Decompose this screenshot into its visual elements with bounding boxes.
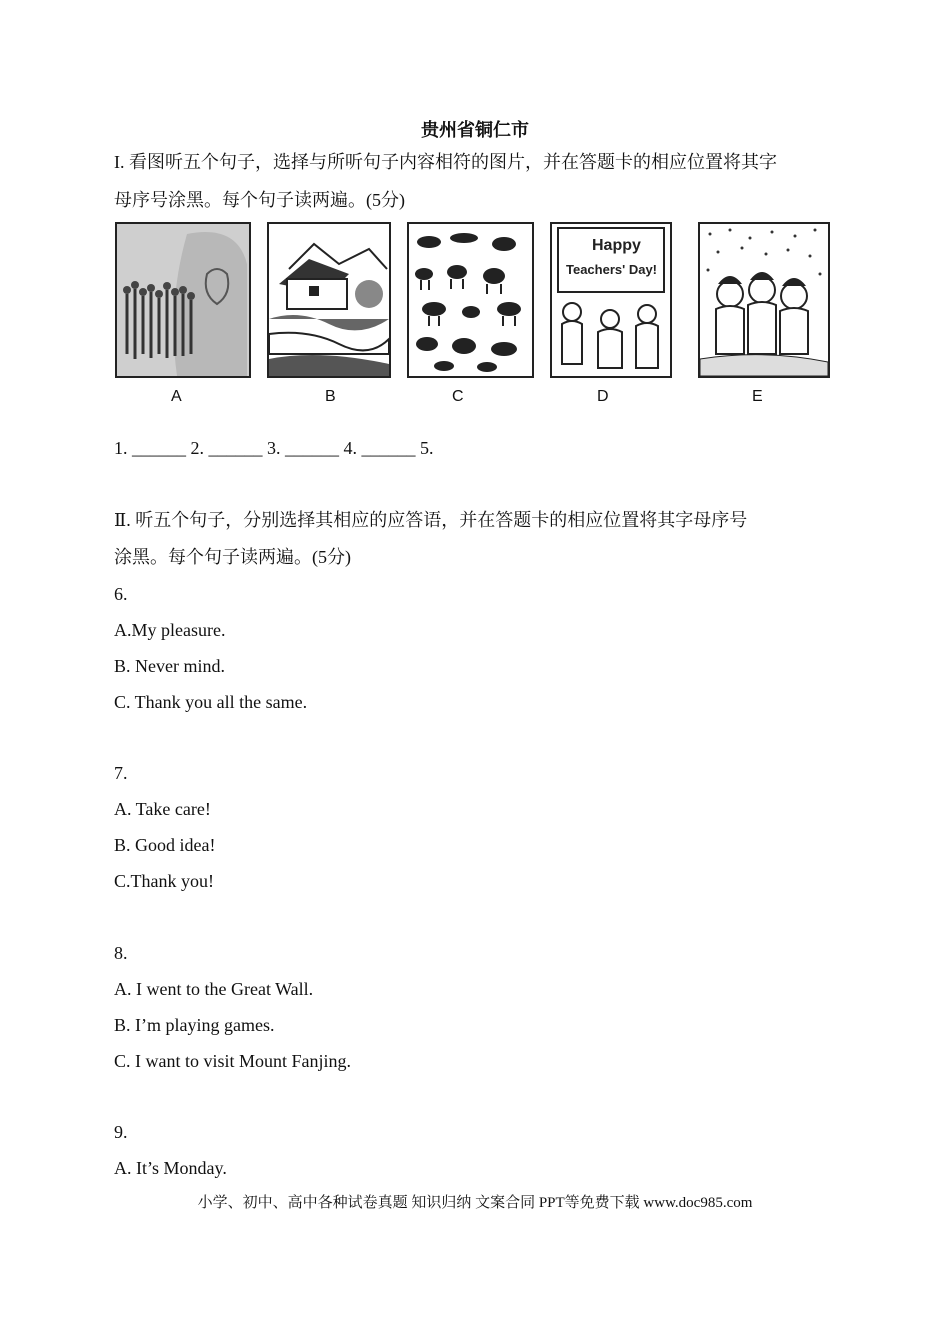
picture-d	[550, 222, 672, 378]
picture-row	[0, 222, 950, 412]
section1-heading-line2: 母序号涂黑。每个句子读两遍。(5分)	[114, 190, 405, 210]
question-number: 6.	[114, 584, 128, 604]
question-option: B. Never mind.	[114, 656, 225, 676]
picture-d-illustration	[552, 224, 670, 376]
picture-b	[267, 222, 391, 378]
question-number: 7.	[114, 763, 128, 783]
sign-line-1: Happy	[592, 237, 641, 254]
picture-c-illustration	[409, 224, 532, 376]
question-number: 9.	[114, 1122, 128, 1142]
picture-a	[115, 222, 251, 378]
picture-e-illustration	[700, 224, 828, 376]
question-number: 8.	[114, 943, 128, 963]
picture-c-label: C	[452, 388, 464, 405]
section2-heading-line2: 涂黑。每个句子读两遍。(5分)	[114, 547, 351, 567]
picture-a-label: A	[171, 388, 182, 405]
section1-heading-line1: I. 看图听五个句子，选择与所听句子内容相符的图片，并在答题卡的相应位置将其字	[114, 152, 777, 172]
page-footer: 小学、初中、高中各种试卷真题 知识归纳 文案合同 PPT等免费下载 www.doc985.com	[197, 1195, 753, 1211]
question-option: C. Thank you all the same.	[114, 692, 308, 712]
answer-blanks-line: 1. ______ 2. ______ 3. ______ 4. ______ 5.	[114, 438, 434, 458]
picture-e-label: E	[752, 388, 763, 405]
question-option: B. I’m playing games.	[114, 1015, 275, 1035]
picture-d-label: D	[597, 388, 609, 405]
document-title: 贵州省铜仁市	[421, 120, 529, 140]
picture-b-illustration	[269, 224, 389, 376]
question-option: C. I want to visit Mount Fanjing.	[114, 1051, 352, 1071]
question-option: A.My pleasure.	[114, 620, 226, 640]
sign-line-2: Teachers' Day!	[566, 262, 658, 277]
question-option: C.Thank you!	[114, 871, 214, 891]
question-option: B. Good idea!	[114, 835, 216, 855]
section2-heading-line1: Ⅱ. 听五个句子，分别选择其相应的应答语，并在答题卡的相应位置将其字母序号	[114, 510, 748, 530]
question-option: A. I went to the Great Wall.	[114, 979, 314, 999]
picture-b-label: B	[325, 388, 336, 405]
question-option: A. It’s Monday.	[114, 1158, 227, 1178]
picture-c	[407, 222, 534, 378]
picture-a-illustration	[117, 224, 249, 376]
picture-e	[698, 222, 830, 378]
question-option: A. Take care!	[114, 799, 211, 819]
